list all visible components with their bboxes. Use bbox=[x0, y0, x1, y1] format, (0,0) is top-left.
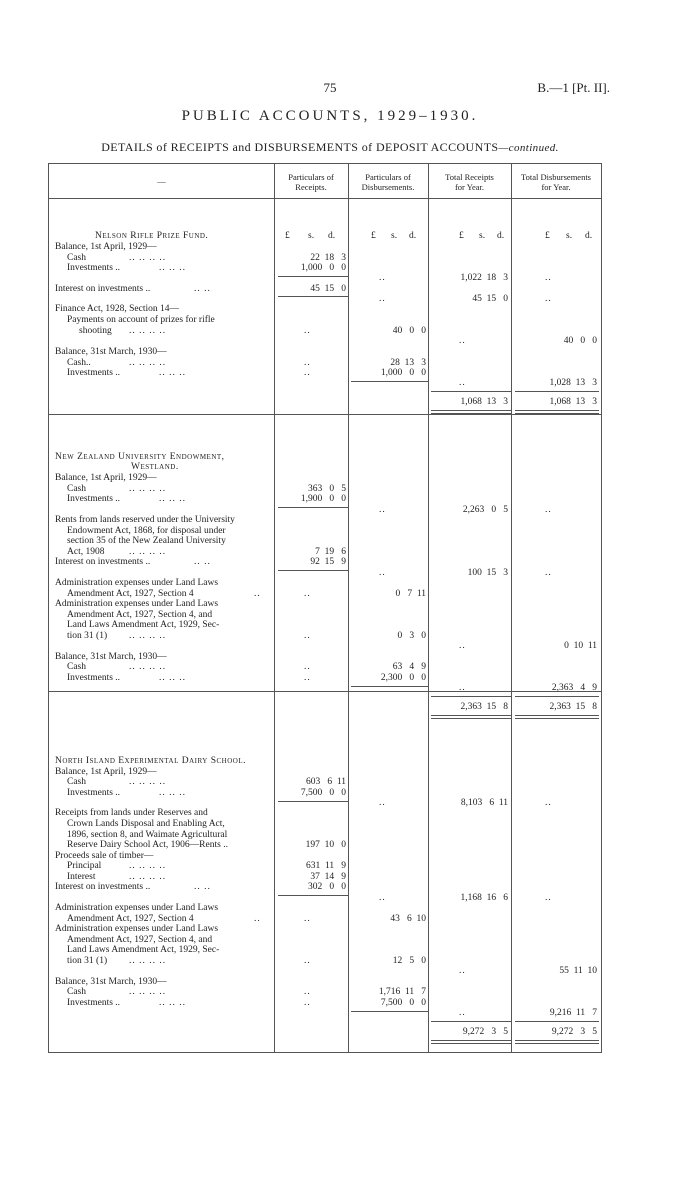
dot-leader: .. .. .. .. bbox=[129, 631, 167, 641]
dot-leader: .. .. .. .. bbox=[129, 484, 167, 494]
dot-leader: .. bbox=[379, 294, 386, 304]
amount: 7,500 0 0 bbox=[300, 788, 346, 798]
dot-leader: .. .. .. .. bbox=[129, 861, 167, 871]
row-label: Investments .. bbox=[67, 788, 121, 798]
subtotal-rule bbox=[351, 686, 428, 687]
subtotal-rule bbox=[351, 1011, 428, 1012]
total-amount: 1,068 13 3 bbox=[460, 397, 508, 407]
dot-leader: .. bbox=[459, 966, 466, 976]
row-label: Balance, 31st March, 1930— bbox=[55, 977, 167, 987]
dot-leader: .. .. .. bbox=[159, 788, 186, 798]
dot-leader: .. bbox=[545, 273, 552, 283]
currency-shilling: s. bbox=[391, 231, 398, 241]
col-head-line: Total Disbursements bbox=[521, 172, 591, 182]
row-label: Cash bbox=[67, 987, 86, 997]
row-label: Reserve Dairy School Act, 1906—Rents .. bbox=[67, 840, 228, 850]
dot-leader: .. .. .. .. bbox=[129, 956, 167, 966]
amount: 40 0 0 bbox=[563, 336, 597, 346]
row-label: Balance, 1st April, 1929— bbox=[55, 767, 157, 777]
row-label: Administration expenses under Land Laws bbox=[55, 924, 219, 934]
double-rule bbox=[515, 1040, 599, 1044]
amount: 7 19 6 bbox=[315, 547, 346, 557]
row-label: Land Laws Amendment Act, 1929, Sec- bbox=[67, 945, 220, 955]
col-head-line: for Year. bbox=[454, 182, 485, 192]
column-head-disbursements bbox=[348, 172, 428, 192]
amount: 2,363 4 9 bbox=[551, 683, 597, 693]
row-label: Investments .. bbox=[67, 494, 121, 504]
dot-leader: .. bbox=[545, 893, 552, 903]
row-label: Administration expenses under Land Laws bbox=[55, 903, 219, 913]
header-rule bbox=[49, 198, 601, 199]
page-header bbox=[0, 0, 700, 160]
amount: 1,716 11 7 bbox=[378, 987, 426, 997]
dot-leader: .. bbox=[304, 631, 311, 641]
column-rule bbox=[511, 164, 512, 1052]
col-head-line: Particulars of bbox=[365, 172, 411, 182]
currency-pence: d. bbox=[409, 231, 417, 241]
double-rule bbox=[515, 715, 599, 719]
subtotal-rule bbox=[278, 296, 348, 297]
total-rule bbox=[431, 696, 511, 697]
total-rule bbox=[515, 391, 599, 392]
double-rule bbox=[515, 410, 599, 414]
amount: 197 10 0 bbox=[305, 840, 346, 850]
dot-leader: .. .. .. .. bbox=[129, 326, 167, 336]
amount: 603 6 11 bbox=[305, 777, 346, 787]
total-amount: 9,272 3 5 bbox=[551, 1027, 597, 1037]
dot-leader: .. .. bbox=[194, 284, 211, 294]
dot-leader: .. bbox=[379, 568, 386, 578]
dot-leader: .. bbox=[304, 326, 311, 336]
row-label: 1896, section 8, and Waimate Agricultural bbox=[67, 830, 228, 840]
amount: 45 15 0 bbox=[310, 284, 346, 294]
dot-leader: .. bbox=[304, 673, 311, 683]
currency-pound: £ bbox=[285, 231, 290, 241]
dot-leader: .. bbox=[545, 568, 552, 578]
total-amount: 1,068 13 3 bbox=[549, 397, 597, 407]
row-label: Administration expenses under Land Laws bbox=[55, 599, 219, 609]
total-rule bbox=[515, 1021, 599, 1022]
row-label: Investments .. bbox=[67, 673, 121, 683]
dot-leader: .. .. .. .. bbox=[129, 662, 167, 672]
row-label: Act, 1908 bbox=[67, 547, 105, 557]
amount: 1,022 18 3 bbox=[460, 273, 508, 283]
dot-leader: .. bbox=[304, 956, 311, 966]
col-head-line: for Year. bbox=[541, 182, 571, 192]
column-head-total-disbursements bbox=[511, 172, 601, 192]
dot-leader: .. .. .. bbox=[159, 368, 186, 378]
amount: 0 7 11 bbox=[395, 589, 426, 599]
dot-leader: .. .. .. .. bbox=[129, 253, 167, 263]
dot-leader: .. .. bbox=[194, 557, 211, 567]
dot-leader: .. .. .. .. bbox=[129, 547, 167, 557]
row-label: Interest bbox=[67, 872, 96, 882]
subtitle-main: DETAILS of RECEIPTS and DISBURSEMENTS of DEPOSIT ACCOUNTS bbox=[101, 140, 499, 154]
dot-leader: .. bbox=[254, 589, 261, 599]
subtotal-rule bbox=[278, 507, 348, 508]
row-label: Balance, 1st April, 1929— bbox=[55, 242, 157, 252]
dot-leader: .. .. .. .. bbox=[129, 358, 167, 368]
dot-leader: .. .. .. bbox=[159, 998, 186, 1008]
currency-pound: £ bbox=[371, 231, 376, 241]
currency-pence: d. bbox=[328, 231, 336, 241]
row-label: Cash.. bbox=[67, 358, 91, 368]
dot-leader: .. bbox=[254, 914, 261, 924]
row-label: Endowment Act, 1868, for disposal under bbox=[67, 526, 226, 536]
dot-leader: .. bbox=[304, 914, 311, 924]
section-rule bbox=[49, 414, 601, 415]
currency-shilling: s. bbox=[308, 231, 315, 241]
dot-leader: .. .. .. .. bbox=[129, 987, 167, 997]
column-head-total-receipts bbox=[428, 172, 511, 192]
document-reference: B.—1 [Pt. II]. bbox=[537, 80, 610, 95]
row-label: Amendment Act, 1927, Section 4, and bbox=[67, 935, 213, 945]
row-label: Investments .. bbox=[67, 998, 121, 1008]
dot-leader: .. .. .. .. bbox=[129, 872, 167, 882]
currency-shilling: s. bbox=[479, 231, 486, 241]
col-head-line: Receipts. bbox=[295, 182, 327, 192]
row-label: Cash bbox=[67, 484, 86, 494]
dot-leader: .. bbox=[379, 893, 386, 903]
row-label: section 35 of the New Zealand University bbox=[67, 536, 226, 546]
row-label: Land Laws Amendment Act, 1929, Sec- bbox=[67, 620, 220, 630]
dot-leader: .. bbox=[459, 336, 466, 346]
amount: 8,103 6 11 bbox=[460, 798, 508, 808]
dot-leader: .. bbox=[545, 798, 552, 808]
col-head-line: Particulars of bbox=[288, 172, 334, 182]
amount: 1,000 0 0 bbox=[380, 368, 426, 378]
row-label: Amendment Act, 1927, Section 4 bbox=[67, 914, 194, 924]
amount: 2,263 0 5 bbox=[462, 505, 508, 515]
row-label: Balance, 31st March, 1930— bbox=[55, 347, 167, 357]
currency-pound: £ bbox=[459, 231, 464, 241]
total-rule bbox=[431, 1021, 511, 1022]
amount: 37 14 9 bbox=[310, 872, 346, 882]
row-label: Administration expenses under Land Laws bbox=[55, 578, 219, 588]
row-label: Proceeds sale of timber— bbox=[55, 851, 154, 861]
page-number: 75 bbox=[323, 80, 337, 95]
page-subtitle bbox=[0, 140, 660, 155]
row-label: Amendment Act, 1927, Section 4, and bbox=[67, 610, 213, 620]
row-label: Interest on investments .. bbox=[55, 557, 151, 567]
row-label: Principal bbox=[67, 861, 102, 871]
dot-leader: .. bbox=[379, 798, 386, 808]
dot-leader: .. bbox=[545, 505, 552, 515]
dot-leader: .. bbox=[304, 358, 311, 368]
subtotal-rule bbox=[278, 570, 348, 571]
total-rule bbox=[431, 391, 511, 392]
fund-title: New Zealand University Endowment, bbox=[55, 452, 225, 462]
column-head-receipts bbox=[274, 172, 348, 192]
amount: 1,168 16 6 bbox=[460, 893, 508, 903]
dot-leader: .. bbox=[459, 378, 466, 388]
amount: 1,000 0 0 bbox=[300, 263, 346, 273]
row-label: Payments on account of prizes for rifle bbox=[67, 315, 215, 325]
dot-leader: .. .. .. bbox=[159, 263, 186, 273]
column-head-label: — bbox=[157, 176, 166, 186]
row-label: Interest on investments .. bbox=[55, 882, 151, 892]
amount: 100 15 3 bbox=[467, 568, 508, 578]
total-amount: 2,363 15 8 bbox=[549, 702, 597, 712]
row-label: Amendment Act, 1927, Section 4 bbox=[67, 589, 194, 599]
amount: 92 15 9 bbox=[310, 557, 346, 567]
amount: 40 0 0 bbox=[392, 326, 426, 336]
amount: 28 13 3 bbox=[390, 358, 426, 368]
subtitle-continued: —continued. bbox=[498, 142, 559, 154]
row-label: Rents from lands reserved under the University bbox=[55, 515, 235, 525]
amount: 0 10 11 bbox=[564, 641, 597, 651]
amount: 1,028 13 3 bbox=[549, 378, 597, 388]
dot-leader: .. bbox=[304, 662, 311, 672]
double-rule bbox=[431, 1040, 511, 1044]
amount: 9,216 11 7 bbox=[549, 1008, 597, 1018]
currency-shilling: s. bbox=[566, 231, 573, 241]
amount: 363 0 5 bbox=[308, 484, 346, 494]
dot-leader: .. .. .. bbox=[159, 494, 186, 504]
row-label: tion 31 (1) bbox=[67, 956, 108, 966]
dot-leader: .. bbox=[304, 368, 311, 378]
subtotal-rule bbox=[278, 276, 348, 277]
dot-leader: .. .. .. .. bbox=[129, 777, 167, 787]
row-label: Investments .. bbox=[67, 368, 121, 378]
col-head-line: Disbursements. bbox=[361, 182, 415, 192]
total-rule bbox=[515, 696, 599, 697]
dot-leader: .. bbox=[459, 683, 466, 693]
col-head-line: Total Receipts bbox=[445, 172, 494, 182]
row-label: Balance, 31st March, 1930— bbox=[55, 652, 167, 662]
dot-leader: .. .. bbox=[194, 882, 211, 892]
row-label: Crown Lands Disposal and Enabling Act, bbox=[67, 819, 225, 829]
amount: 55 11 10 bbox=[559, 966, 597, 976]
amount: 63 4 9 bbox=[392, 662, 426, 672]
dot-leader: .. .. .. bbox=[159, 673, 186, 683]
amount: 0 3 0 bbox=[397, 631, 426, 641]
double-rule bbox=[431, 715, 511, 719]
row-label: Cash bbox=[67, 662, 86, 672]
dot-leader: .. bbox=[379, 505, 386, 515]
dot-leader: .. bbox=[304, 998, 311, 1008]
fund-title: North Island Experimental Dairy School. bbox=[55, 756, 246, 766]
amount: 22 18 3 bbox=[310, 253, 346, 263]
page-title: PUBLIC ACCOUNTS, 1929–1930. bbox=[181, 108, 479, 124]
amount: 43 6 10 bbox=[390, 914, 426, 924]
amount: 2,300 0 0 bbox=[380, 673, 426, 683]
subtotal-rule bbox=[351, 381, 428, 382]
row-label: Finance Act, 1928, Section 14— bbox=[55, 304, 180, 314]
amount: 1,900 0 0 bbox=[300, 494, 346, 504]
amount: 631 11 9 bbox=[305, 861, 346, 871]
dot-leader: .. bbox=[379, 273, 386, 283]
accounts-table bbox=[48, 163, 602, 1053]
amount: 302 0 0 bbox=[308, 882, 346, 892]
dot-leader: .. bbox=[459, 1008, 466, 1018]
amount: 12 5 0 bbox=[392, 956, 426, 966]
amount: 45 15 0 bbox=[472, 294, 508, 304]
dot-leader: .. bbox=[304, 987, 311, 997]
row-label: shooting bbox=[79, 326, 112, 336]
row-label: Investments .. bbox=[67, 263, 121, 273]
subtotal-rule bbox=[278, 895, 348, 896]
row-label: Receipts from lands under Reserves and bbox=[55, 808, 208, 818]
row-label: tion 31 (1) bbox=[67, 631, 108, 641]
amount: 7,500 0 0 bbox=[380, 998, 426, 1008]
column-rule bbox=[274, 164, 275, 1052]
row-label: Interest on investments .. bbox=[55, 284, 151, 294]
currency-pence: d. bbox=[585, 231, 593, 241]
dot-leader: .. bbox=[545, 294, 552, 304]
row-label: Cash bbox=[67, 777, 86, 787]
total-amount: 2,363 15 8 bbox=[460, 702, 508, 712]
fund-title: Nelson Rifle Prize Fund. bbox=[95, 231, 209, 241]
dot-leader: .. bbox=[304, 589, 311, 599]
currency-pence: d. bbox=[497, 231, 505, 241]
subtotal-rule bbox=[278, 801, 348, 802]
dot-leader: .. bbox=[459, 641, 466, 651]
fund-title: Westland. bbox=[131, 462, 179, 472]
row-label: Cash bbox=[67, 253, 86, 263]
total-amount: 9,272 3 5 bbox=[462, 1027, 508, 1037]
row-label: Balance, 1st April, 1929— bbox=[55, 473, 157, 483]
currency-pound: £ bbox=[545, 231, 550, 241]
double-rule bbox=[431, 410, 511, 414]
